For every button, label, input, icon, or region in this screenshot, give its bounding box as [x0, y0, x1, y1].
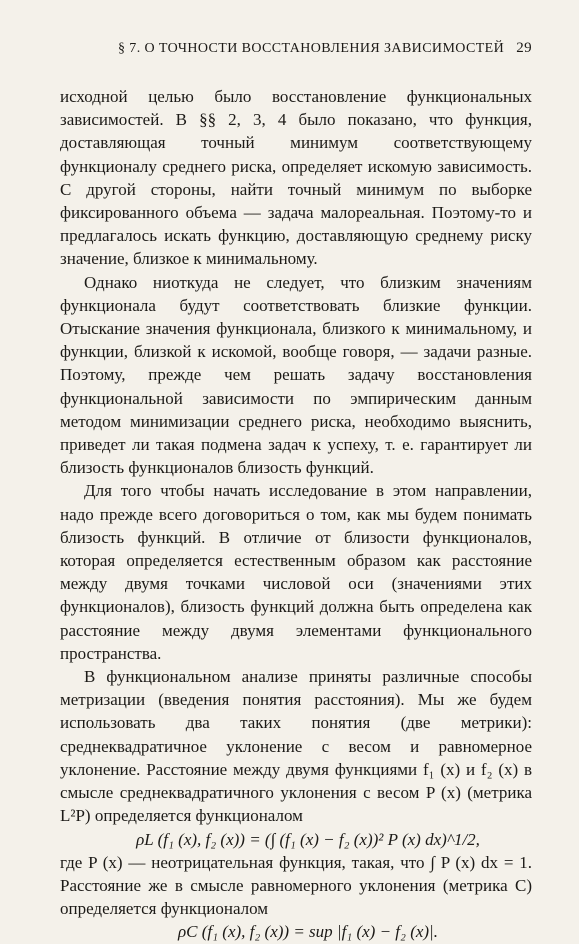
running-header	[118, 40, 532, 57]
section-title: § 7. О ТОЧНОСТИ ВОССТАНОВЛЕНИЯ ЗАВИСИМОСТЕЙ	[118, 41, 505, 56]
paragraph-after-formula: где P (x) — неотрицательная функция, такая, что ∫ P (x) dx = 1. Расстояние же в смысле равномерного уклонения (метрика C) определяется функционалом	[60, 852, 532, 919]
page-number: 29	[516, 40, 532, 56]
paragraph-2: Однако ниоткуда не следует, что близким значениям функционала будут соответствовать близкие функции. Отыскание значения функционала, близкого к минимальному, и функции, близкой к искомой, вообще говоря, — задачи разные. Поэтому, прежде чем решать задачу восстановления функциональной зависимости по эмпирическим данным методом минимизации среднего риска, необходимо выяснить, приведет ли такая подмена задач к успеху, т. е. гарантирует ли близость функционалов близость функций.	[60, 272, 532, 478]
paragraph-1: исходной целью было восстановление функциональных зависимостей. В §§ 2, 3, 4 было показано, что функция, доставляющая точный минимум соответствующему функционалу среднего риска, определяет искомую зависимость. С другой стороны, найти точный минимум по выборке фиксированного объема — задача малореальная. Поэтому-то и предлагалось искать функцию, доставляющую среднему риску значение, близкое к минимальному.	[60, 87, 532, 269]
paragraph-3: Для того чтобы начать исследование в этом направлении, надо прежде всего договориться о том, как мы будем понимать близость функций. В отличие от близости функционалов, которая определяется естественным образом как расстояние между двумя точками числовой оси (значениями этих функционалов), близость функций должна быть определена как расстояние между двумя элементами функционального пространства.	[60, 481, 532, 663]
formula-rho-l: ρL (f₁ (x), f₂ (x)) = (∫ (f₁ (x) − f₂ (x))² P (x) dx)^1/2,	[136, 829, 480, 849]
formula-rho-c: ρC (f₁ (x), f₂ (x)) = sup |f₁ (x) − f₂ (x)|.	[178, 922, 438, 942]
paragraph-4: В функциональном анализе приняты различные способы метризации (введения понятия расстояния). Мы же будем использовать два таких понятия (две метрики): среднеквадратичное уклонение с весом и равномерное уклонение. Расстояние между двумя функциями f₁ (x) и f₂ (x) в смысле среднеквадратичного уклонения с весом P (x) (метрика L²P) определяется функционалом	[60, 667, 532, 826]
page-body	[60, 85, 532, 944]
